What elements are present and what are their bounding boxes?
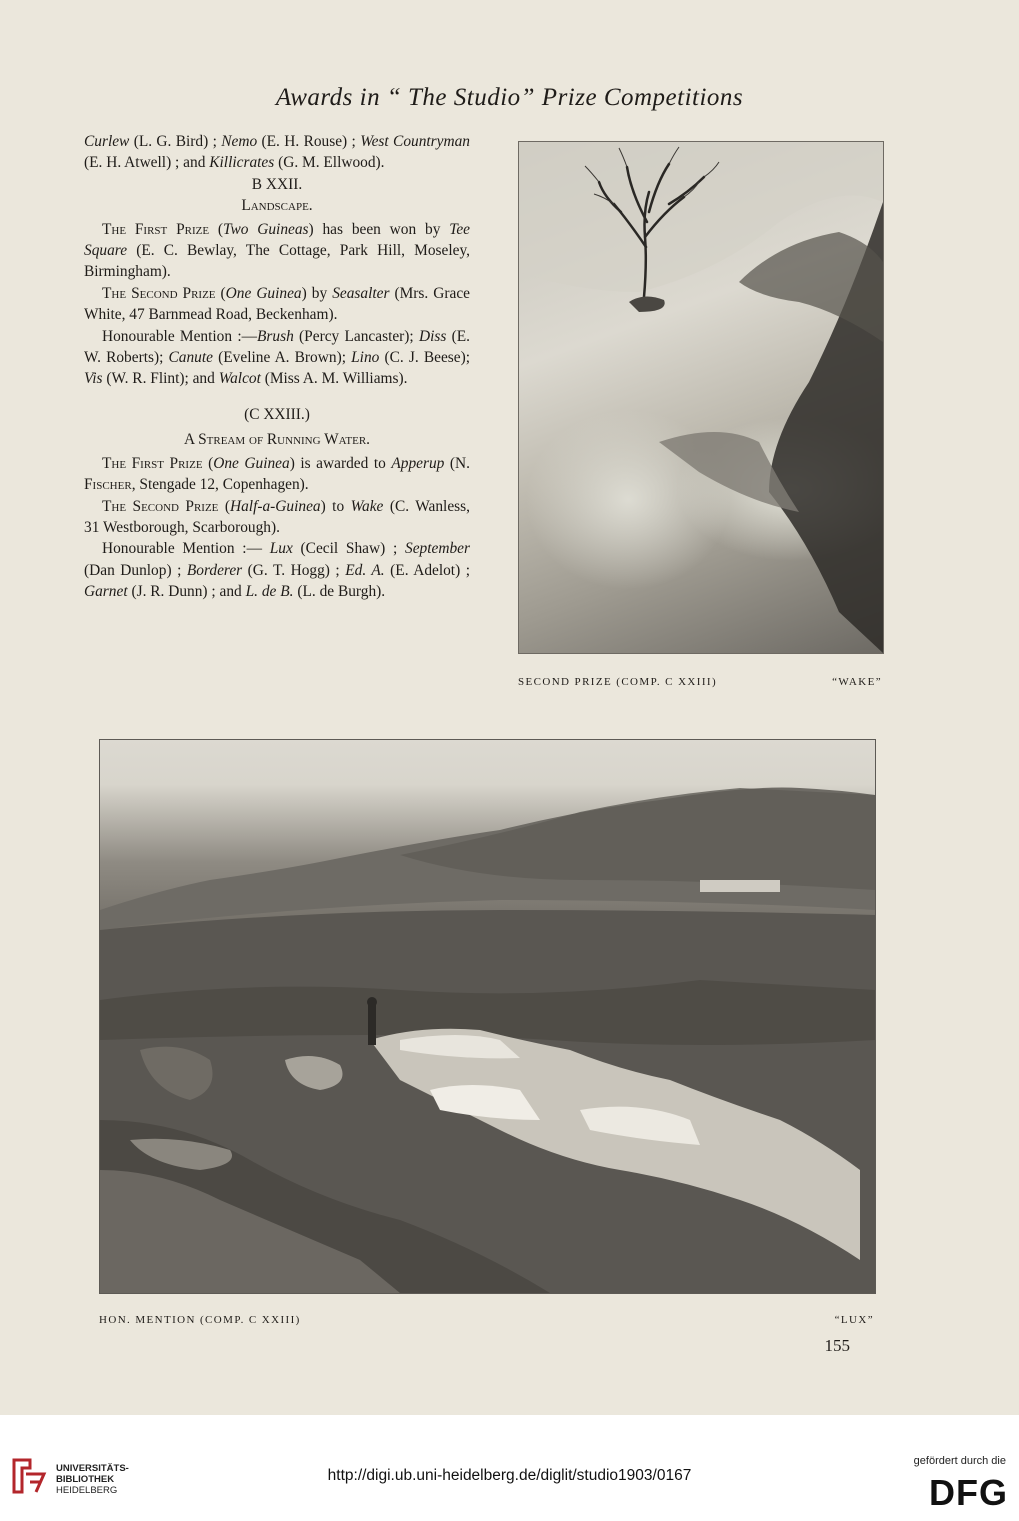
text-column: [84, 131, 470, 603]
wake-photograph: [518, 141, 884, 654]
paragraph-second-prize: The Second Prize (One Guinea) by Seasalter (Mrs. Grace White, 47 Barnmead Road, Beckenham).: [84, 284, 470, 324]
lux-caption-right: “LUX”: [834, 1314, 874, 1326]
paragraph-second-prize: The Second Prize (Half-a-Guinea) to Wake (C. Wanless, 31 Westborough, Scarborough).: [84, 497, 470, 536]
wake-caption-right: “WAKE”: [832, 676, 882, 688]
section-code: (C XXIII.): [244, 405, 310, 423]
page-title: Awards in “ The Studio” Prize Competitions: [275, 84, 744, 111]
permalink-url[interactable]: http://digi.ub.uni-heidelberg.de/diglit/studio1903/0167: [327, 1467, 692, 1484]
wake-photo-art: [519, 142, 883, 653]
section-heading: A Stream of Running Water.: [183, 431, 371, 449]
dfg-logo: DFG: [929, 1472, 1008, 1513]
university-library-name: UNIVERSITÄTS- BIBLIOTHEK HEIDELBERG: [56, 1463, 129, 1496]
paragraph-honourable-mention: Honourable Mention :—Brush (Percy Lancaster); Diss (E. W. Roberts); Canute (Eveline A. Brown); Lino (C. J. Beese); Vis (W. R. Flint); and Walcot (Miss A. M. Williams).: [84, 327, 470, 388]
paragraph-continuation: Curlew (L. G. Bird) ; Nemo (E. H. Rouse) ; West Countryman (E. H. Atwell) ; and Killicrates (G. M. Ellwood).: [84, 133, 471, 172]
paragraph-honourable-mention: Honourable Mention :— Lux (Cecil Shaw) ; September (Dan Dunlop) ; Borderer (G. T. Hogg) ; Ed. A. (E. Adelot) ; Garnet (J. R. Dunn) ; and L. de B. (L. de Burgh).: [84, 540, 470, 601]
paragraph-first-prize: The First Prize (One Guinea) is awarded to Apperup (N. Fischer, Stengade 12, Copenhagen).: [84, 454, 471, 494]
funded-by-label: gefördert durch die: [913, 1455, 1006, 1467]
lux-photograph: [99, 739, 876, 1294]
page-number: 155: [824, 1336, 850, 1355]
section-heading: Landscape.: [241, 197, 313, 215]
lux-photo-art: [100, 740, 875, 1293]
wake-caption-left: SECOND PRIZE (COMP. C XXIII): [518, 676, 718, 688]
section-code: B XXII.: [251, 175, 303, 193]
lux-caption-left: HON. MENTION (COMP. C XXIII): [99, 1314, 301, 1326]
paragraph-first-prize: The First Prize (Two Guineas) has been won by Tee Square (E. C. Bewlay, The Cottage, Park Hill, Moseley, Birmingham).: [84, 220, 471, 281]
